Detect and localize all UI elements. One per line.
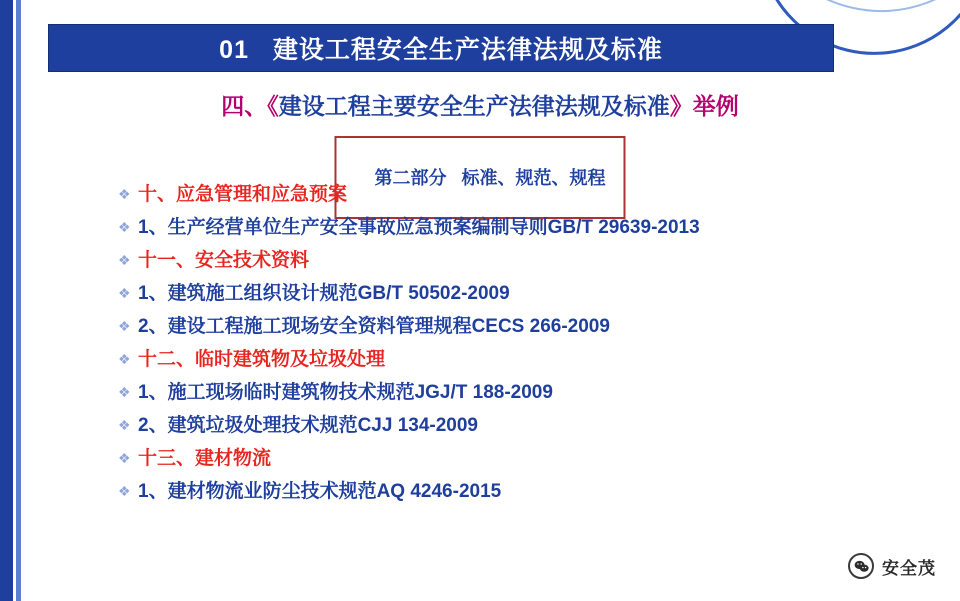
list-item bbox=[118, 314, 918, 340]
diamond-bullet-icon: ❖ bbox=[118, 285, 131, 301]
list-item-label: 十三、建材物流 bbox=[138, 448, 272, 469]
list-item-label: 1、生产经营单位生产安全事故应急预案编制导则GB/T 29639-2013 bbox=[138, 217, 700, 238]
slide-title: 01 建设工程安全生产法律法规及标准 bbox=[219, 36, 663, 64]
section-heading-prefix: 四、《 bbox=[221, 93, 279, 119]
list-item bbox=[118, 446, 918, 472]
diamond-bullet-icon: ❖ bbox=[118, 450, 131, 466]
diamond-bullet-icon: ❖ bbox=[118, 318, 131, 334]
wechat-logo-icon bbox=[848, 553, 874, 579]
section-heading-suffix: 》举例 bbox=[669, 93, 739, 119]
list-item-label: 十、应急管理和应急预案 bbox=[138, 184, 348, 205]
list-item bbox=[118, 479, 918, 505]
section-heading-main: 建设工程主要安全生产法律法规及标准 bbox=[278, 93, 670, 119]
list-item-label: 2、建筑垃圾处理技术规范CJJ 134-2009 bbox=[138, 415, 478, 436]
list-item bbox=[118, 281, 918, 307]
list-item-label: 十二、临时建筑物及垃圾处理 bbox=[138, 349, 386, 370]
part-label-text: 第二部分 标准、规范、规程 bbox=[374, 168, 606, 188]
list-item bbox=[118, 248, 918, 274]
list-item bbox=[118, 380, 918, 406]
diamond-bullet-icon: ❖ bbox=[118, 186, 131, 202]
diamond-bullet-icon: ❖ bbox=[118, 252, 131, 268]
diamond-bullet-icon: ❖ bbox=[118, 219, 131, 235]
footer-logo-label: 安全茂 bbox=[882, 558, 936, 578]
list-item-label: 十一、安全技术资料 bbox=[138, 250, 310, 271]
list-item bbox=[118, 182, 918, 208]
list-item bbox=[118, 413, 918, 439]
diamond-bullet-icon: ❖ bbox=[118, 417, 131, 433]
list-item bbox=[118, 347, 918, 373]
standards-list bbox=[118, 182, 918, 512]
list-item-label: 1、施工现场临时建筑物技术规范JGJ/T 188-2009 bbox=[138, 382, 553, 403]
list-item-label: 2、建设工程施工现场安全资料管理规程CECS 266-2009 bbox=[138, 316, 610, 337]
list-item-label: 1、建材物流业防尘技术规范AQ 4246-2015 bbox=[138, 481, 502, 502]
slide-title-bar bbox=[48, 24, 834, 72]
section-heading bbox=[0, 88, 960, 121]
footer-logo bbox=[848, 553, 936, 579]
diamond-bullet-icon: ❖ bbox=[118, 384, 131, 400]
list-item-label: 1、建筑施工组织设计规范GB/T 50502-2009 bbox=[138, 283, 510, 304]
diamond-bullet-icon: ❖ bbox=[118, 351, 131, 367]
diamond-bullet-icon: ❖ bbox=[118, 483, 131, 499]
list-item bbox=[118, 215, 918, 241]
